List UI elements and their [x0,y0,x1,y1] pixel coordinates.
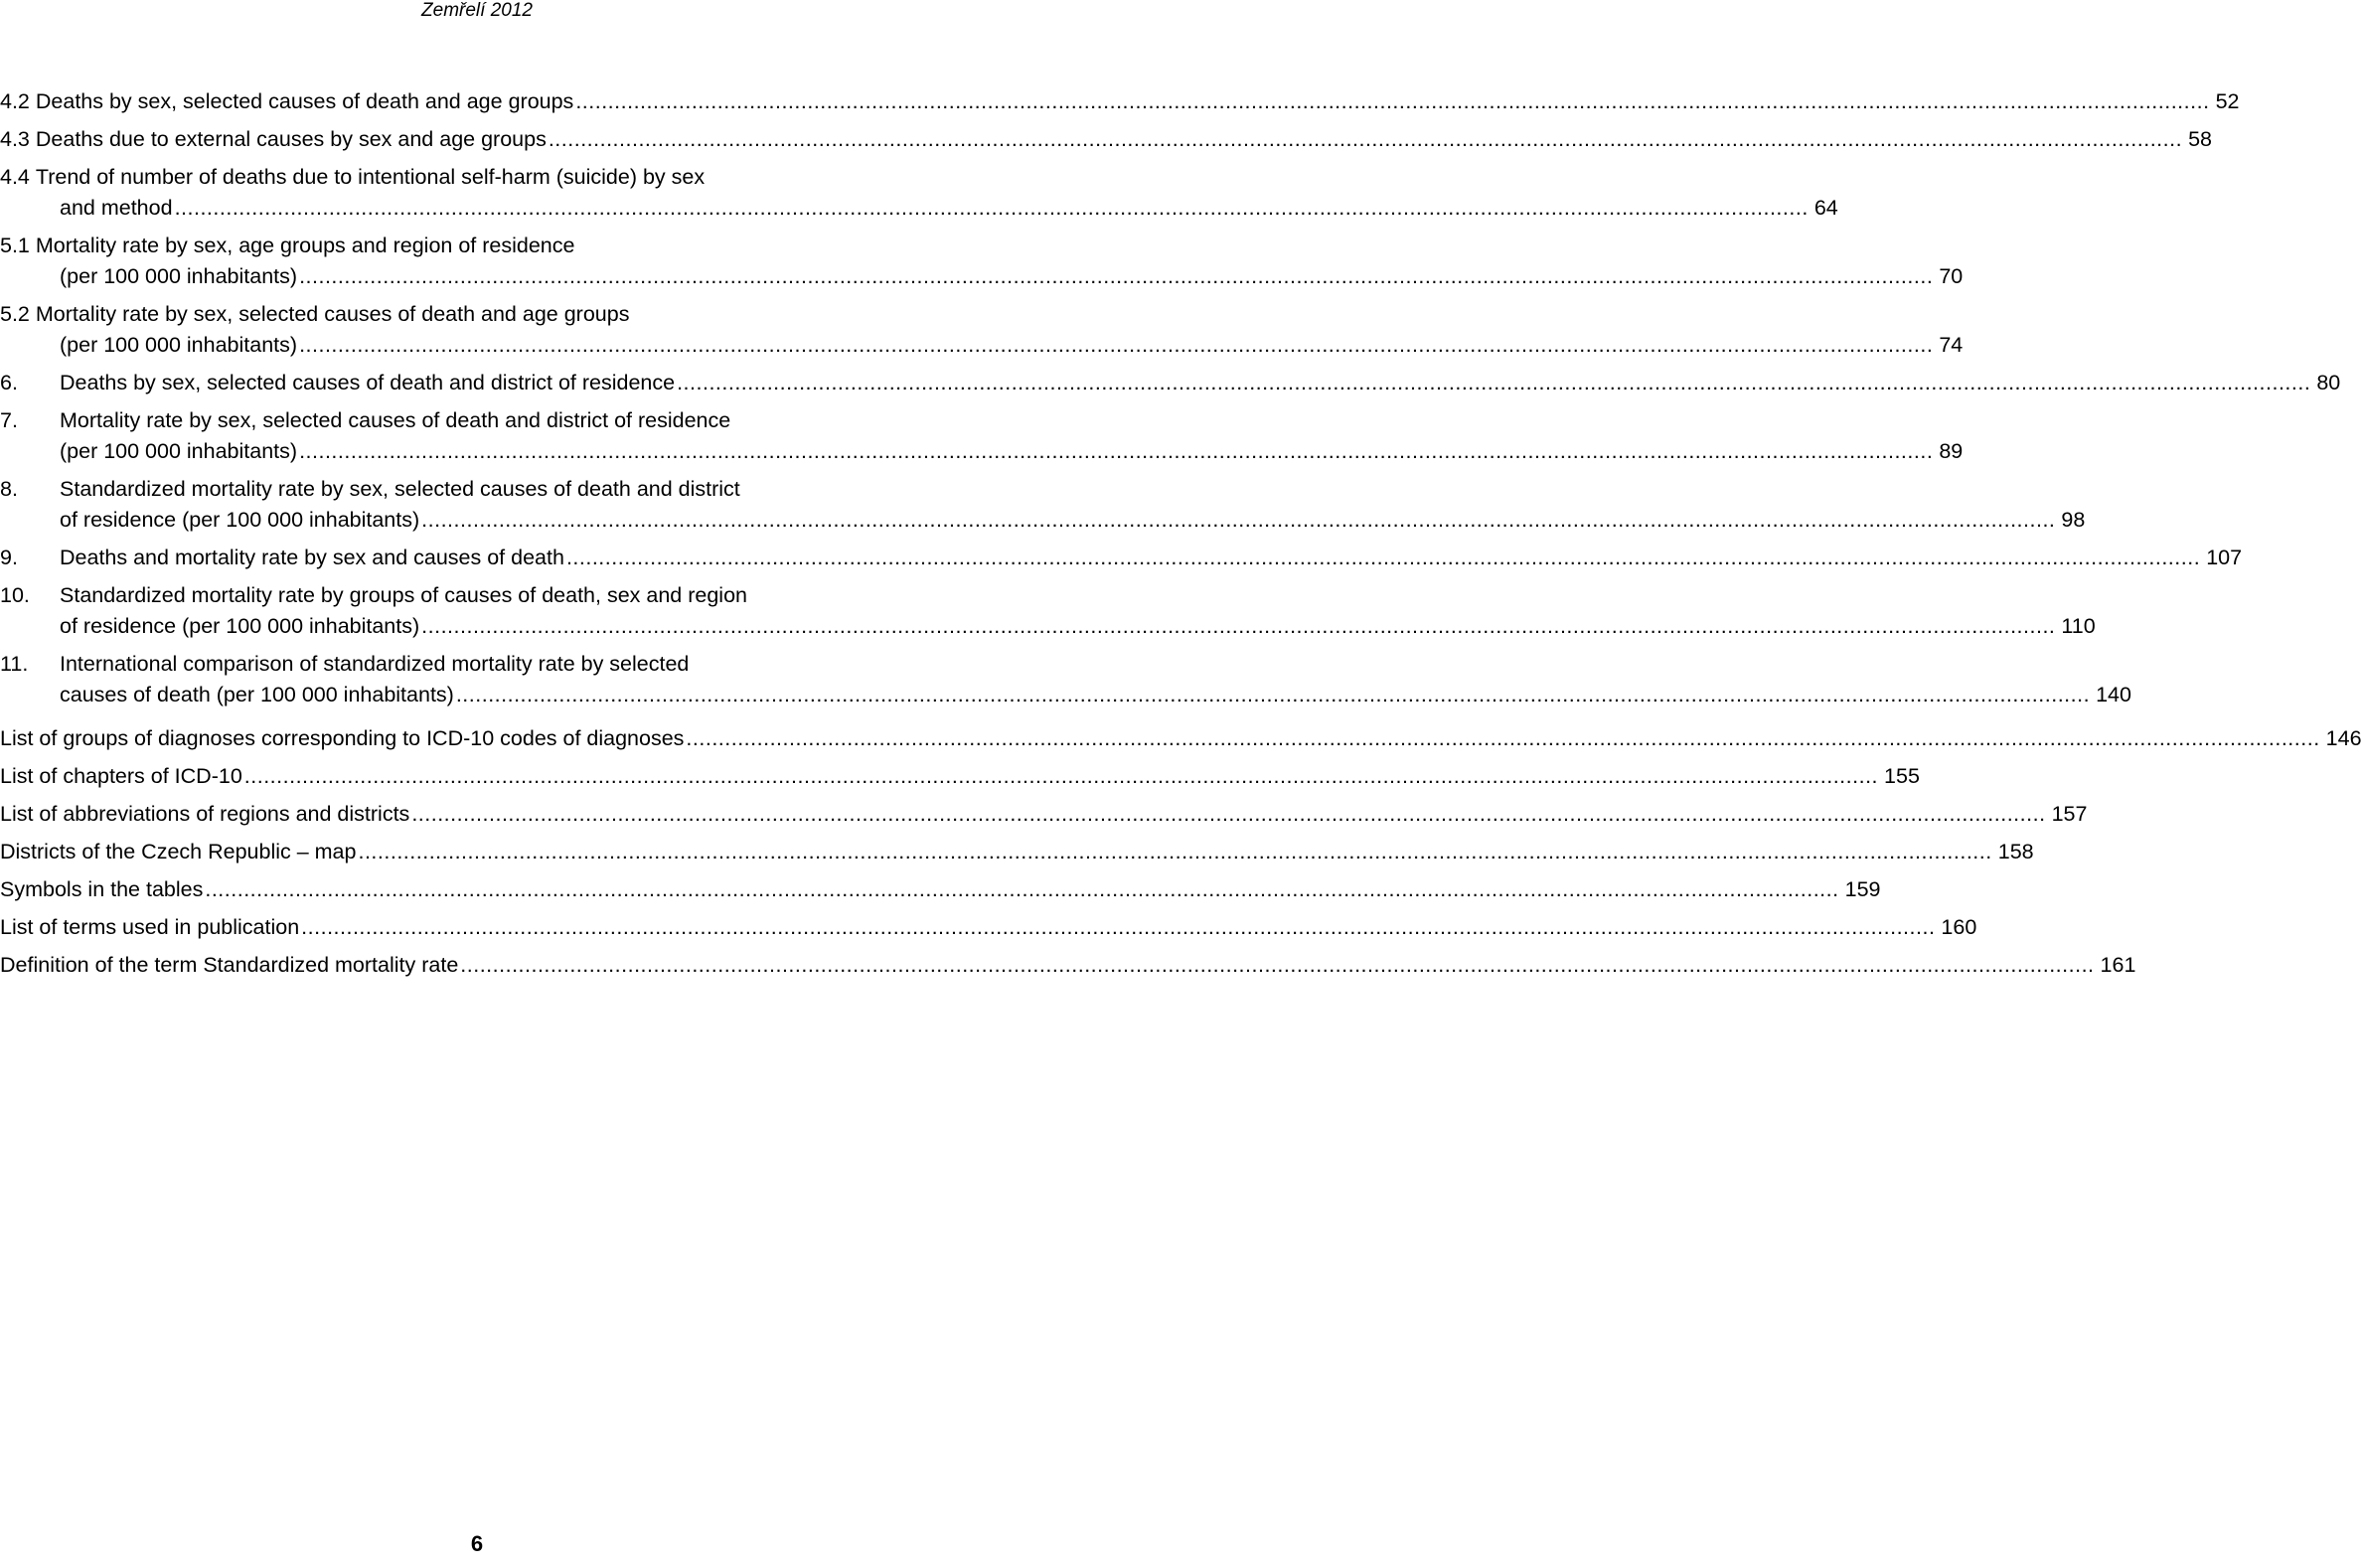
toc-title: List of abbreviations of regions and districts [0,802,410,826]
toc-title: Definition of the term Standardized mortality rate [0,953,459,977]
toc-page-number: 64 [1813,196,1838,220]
toc-number: 4.4 [0,165,30,189]
toc-appendix-definition[interactable] [0,950,2136,981]
toc-title: Deaths by sex, selected causes of death and age groups [35,89,574,113]
toc-page-number: 52 [2215,89,2240,113]
toc-page-number: 70 [1939,264,1964,288]
toc-entry-8[interactable] [0,474,2086,536]
toc-entry-9[interactable] [0,543,2243,573]
toc-entry-5-2[interactable] [0,299,1964,361]
toc-leader-dots [299,436,1933,467]
toc-page-number: 157 [2051,802,2088,826]
toc-leader-dots [244,761,1878,792]
toc-title-continued: of residence (per 100 000 inhabitants) [60,614,420,638]
running-header: Zemřelí 2012 [421,0,533,21]
toc-leader-dots [575,86,2209,117]
toc-page-number: 155 [1884,764,1920,788]
toc-appendix-symbols[interactable] [0,874,1881,905]
toc-number: 11. [0,652,29,676]
toc-leader-dots [301,912,1935,943]
toc-number: 5.1 [0,234,30,257]
toc-leader-dots [566,543,2200,573]
toc-title: Districts of the Czech Republic – map [0,840,357,863]
toc-leader-dots [205,874,1838,905]
toc-title: Standardized mortality rate by sex, selected causes of death and district [60,477,740,501]
toc-title: Mortality rate by sex, selected causes of death and age groups [35,302,630,326]
toc-leader-dots [175,193,1809,224]
toc-number: 7. [0,408,18,432]
toc-leader-dots [460,950,2094,981]
toc-title: List of terms used in publication [0,915,300,939]
table-of-contents [0,86,2362,981]
toc-title-continued: causes of death (per 100 000 inhabitants) [60,683,454,706]
toc-title-continued: and method [60,196,173,220]
toc-title: List of chapters of ICD-10 [0,764,242,788]
toc-title: Mortality rate by sex, selected causes of death and district of residence [60,408,731,432]
toc-entry-4-2[interactable] [0,86,2240,117]
toc-appendix-icd-groups[interactable] [0,723,2362,754]
toc-page-number: 161 [2100,953,2136,977]
toc-leader-dots [686,723,2319,754]
toc-title: Deaths and mortality rate by sex and causes of death [60,546,564,569]
toc-title-continued: (per 100 000 inhabitants) [60,264,298,288]
toc-page-number: 74 [1939,333,1964,357]
toc-entry-4-4[interactable] [0,162,1838,224]
toc-appendix-terms[interactable] [0,912,1977,943]
toc-page-number: 158 [1997,840,2034,863]
toc-entry-5-1[interactable] [0,231,1964,292]
toc-title-continued: (per 100 000 inhabitants) [60,439,298,463]
toc-title-continued: (per 100 000 inhabitants) [60,333,298,357]
toc-number: 4.3 [0,127,30,151]
toc-page-number: 146 [2325,726,2362,750]
toc-page-number: 98 [2061,508,2086,532]
toc-appendix-districts-map[interactable] [0,837,2034,867]
toc-leader-dots [677,368,2310,398]
toc-number: 5.2 [0,302,30,326]
toc-leader-dots [299,330,1933,361]
toc-title: Trend of number of deaths due to intentional self-harm (suicide) by sex [35,165,706,189]
toc-title: Deaths by sex, selected causes of death and district of residence [60,371,676,394]
toc-title: International comparison of standardized mortality rate by selected [60,652,690,676]
toc-leader-dots [358,837,1991,867]
toc-entry-7[interactable] [0,405,1964,467]
toc-entry-4-3[interactable] [0,124,2212,155]
toc-number: 4.2 [0,89,30,113]
toc-entry-11[interactable] [0,649,2131,710]
toc-page-number: 107 [2206,546,2243,569]
toc-page-number: 58 [2188,127,2212,151]
toc-number: 6. [0,371,18,394]
toc-page-number: 80 [2316,371,2341,394]
toc-leader-dots [411,799,2045,830]
toc-leader-dots [421,611,2055,642]
toc-number: 8. [0,477,18,501]
toc-leader-dots [456,680,2090,710]
toc-page-number: 110 [2061,614,2096,638]
toc-title: List of groups of diagnoses corresponding to ICD-10 codes of diagnoses [0,726,685,750]
toc-number: 10. [0,583,30,607]
page-number: 6 [470,1531,484,1556]
toc-entry-6[interactable] [0,368,2341,398]
toc-appendix-icd-chapters[interactable] [0,761,1920,792]
toc-page-number: 160 [1941,915,1977,939]
toc-leader-dots [299,261,1933,292]
toc-page-number: 140 [2096,683,2131,706]
toc-leader-dots [549,124,2182,155]
toc-leader-dots [421,505,2055,536]
toc-title: Deaths due to external causes by sex and age groups [35,127,547,151]
toc-entry-10[interactable] [0,580,2096,642]
toc-page-number: 159 [1844,877,1881,901]
toc-appendix-abbreviations[interactable] [0,799,2088,830]
toc-title: Symbols in the tables [0,877,204,901]
toc-page-number: 89 [1939,439,1964,463]
toc-title: Mortality rate by sex, age groups and region of residence [35,234,575,257]
toc-number: 9. [0,546,18,569]
toc-title: Standardized mortality rate by groups of causes of death, sex and region [60,583,747,607]
toc-title-continued: of residence (per 100 000 inhabitants) [60,508,420,532]
